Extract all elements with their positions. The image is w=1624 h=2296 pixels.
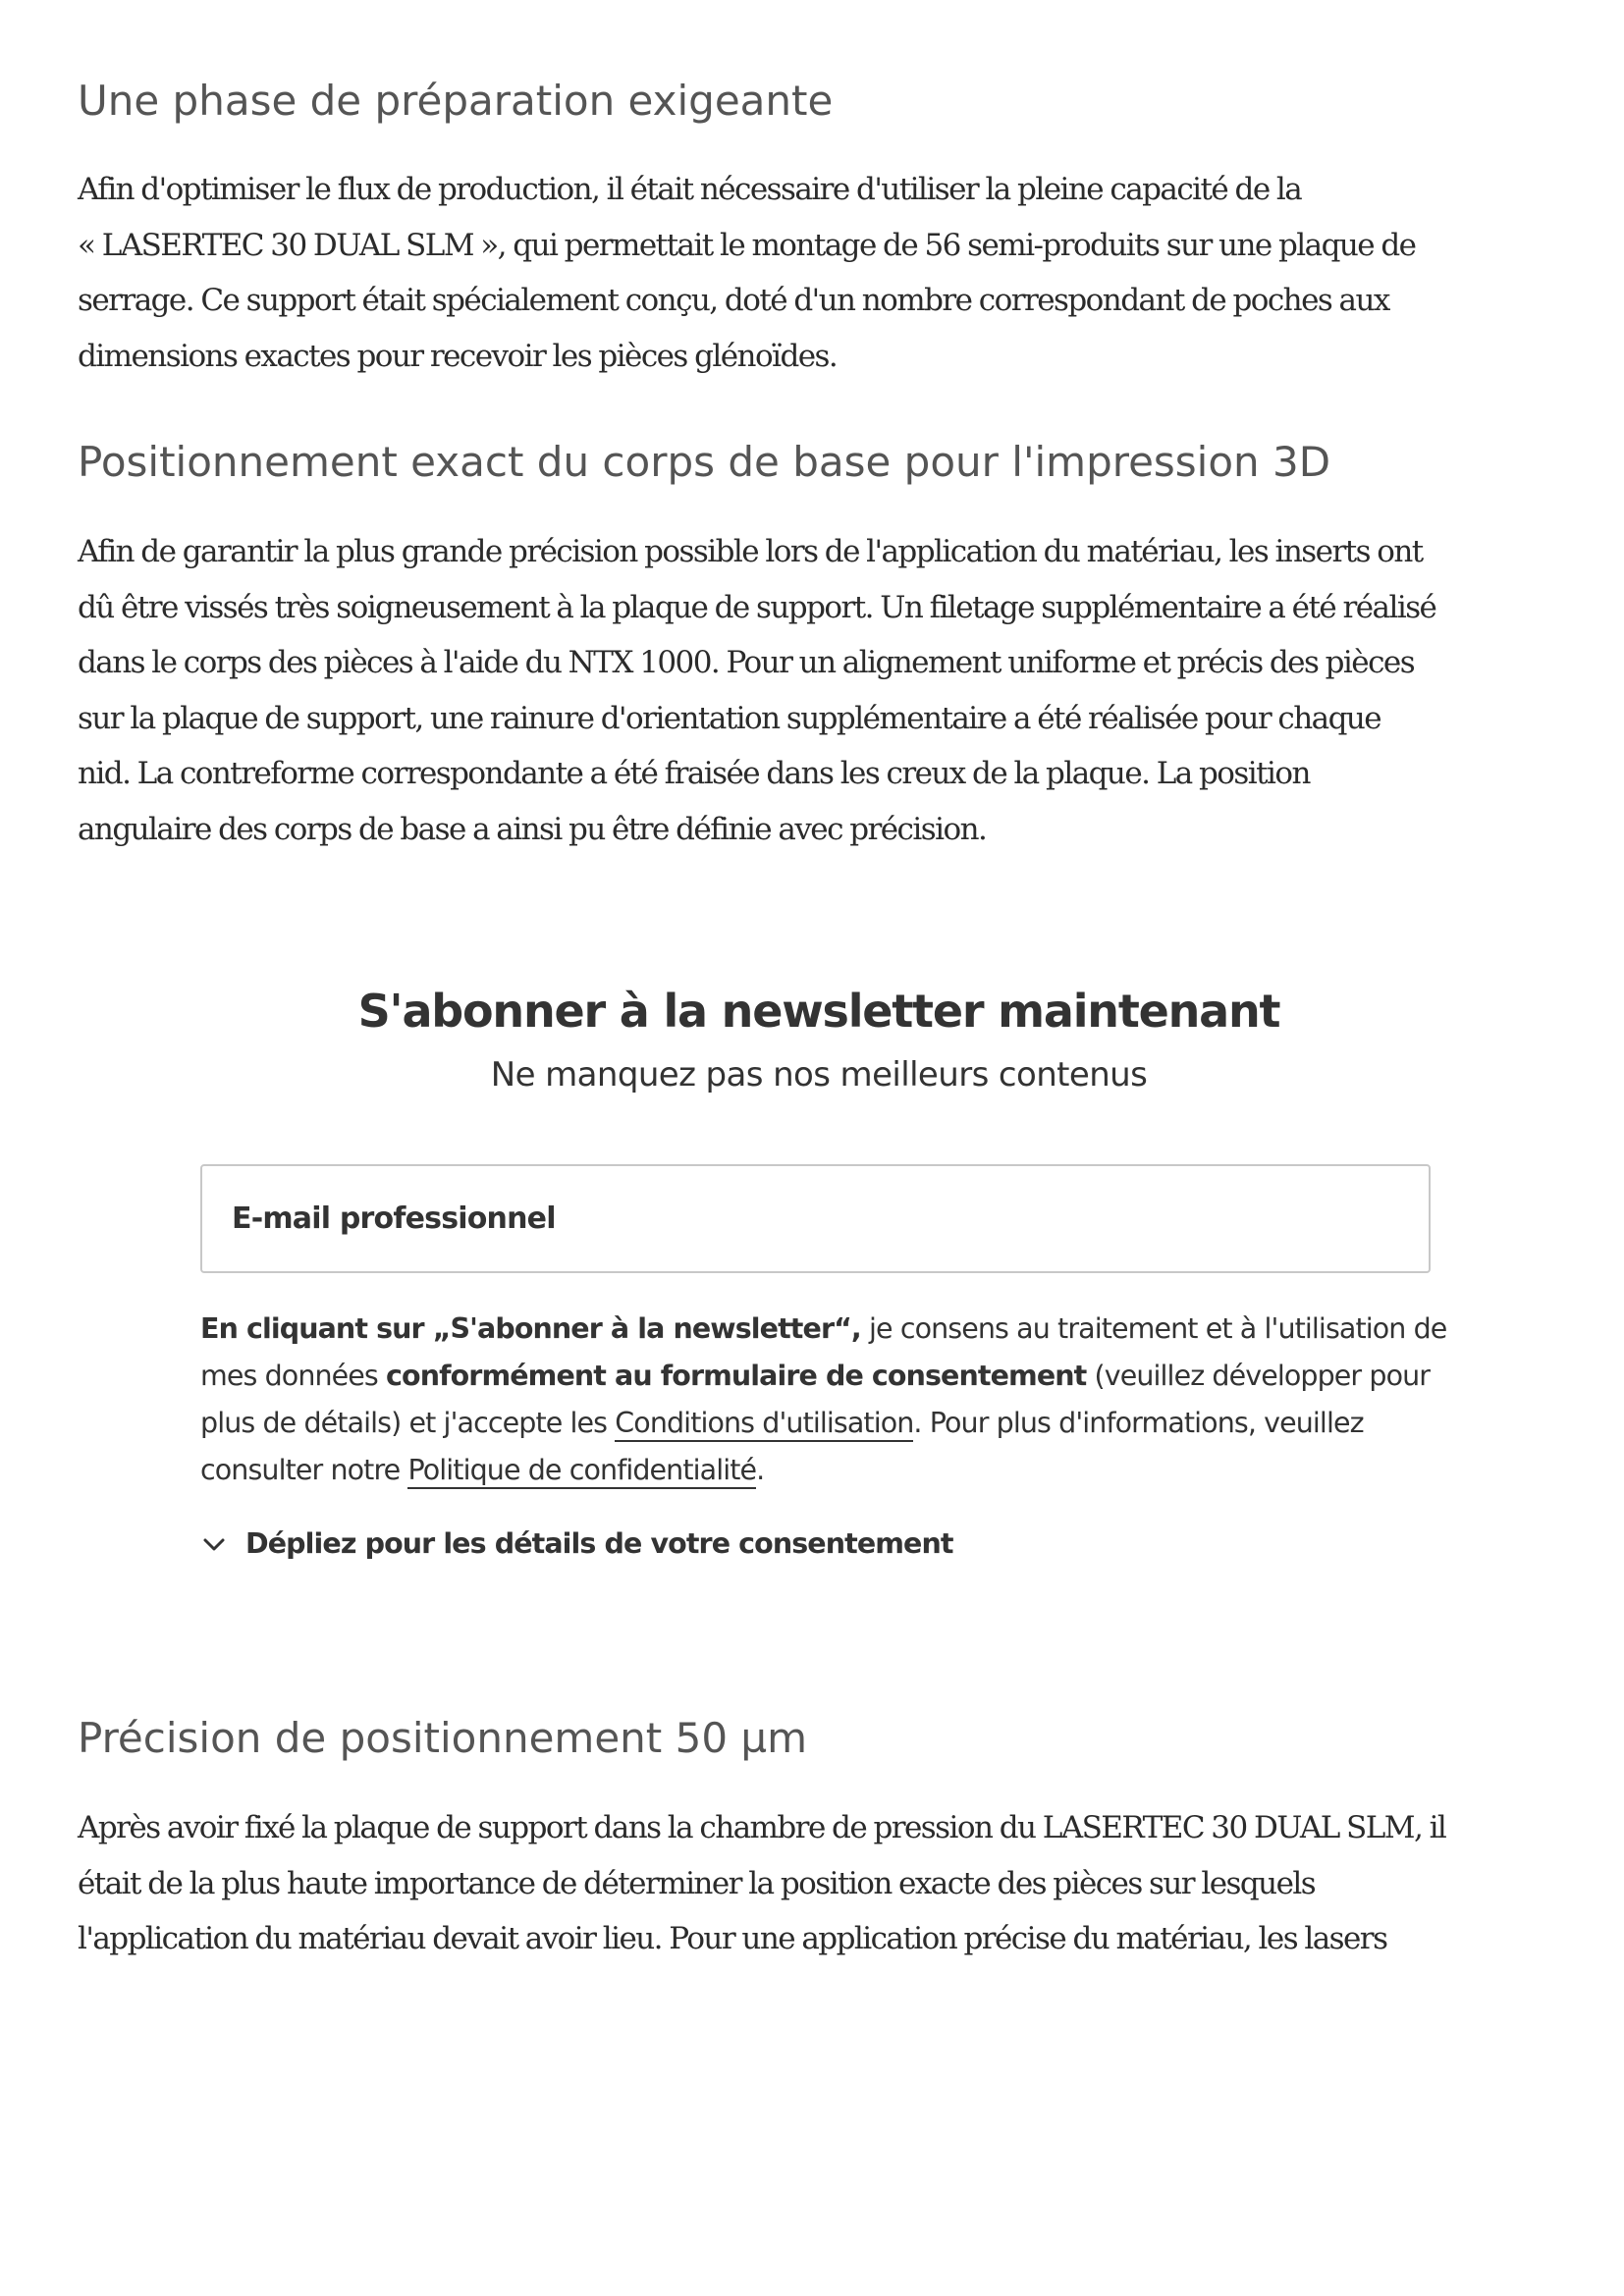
email-field[interactable] (232, 1166, 1390, 1271)
paragraph-line: « LASERTEC 30 DUAL SLM », qui permettait le montage de 56 semi-produits sur une plaque de (78, 227, 1416, 263)
paragraph-line: Afin d'optimiser le flux de production, il était nécessaire d'utiliser la pleine capacité de la (78, 172, 1302, 207)
section-heading: Une phase de préparation exigeante (78, 77, 834, 125)
paragraph-line: Afin de garantir la plus grande précision possible lors de l'application du matériau, les inserts ont (78, 534, 1423, 569)
email-field-container (200, 1164, 1431, 1273)
paragraph-line: sur la plaque de support, une rainure d'orientation supplémentaire a été réalisée pour chaque (78, 700, 1381, 736)
consent-intro: En cliquant sur „S'abonner à la newsletter“, (200, 1312, 861, 1345)
paragraph-line: Après avoir fixé la plaque de support dans la chambre de pression du LASERTEC 30 DUAL SLM, il (78, 1810, 1446, 1845)
terms-of-use-link[interactable]: Conditions d'utilisation (615, 1407, 913, 1442)
paragraph-line: l'application du matériau devait avoir lieu. Pour une application précise du matériau, les lasers (78, 1921, 1387, 1956)
consent-text-part: je consens au traitement et à l'utilisation de mes données (200, 1312, 1447, 1392)
paragraph-line: dimensions exactes pour recevoir les pièces glénoïdes. (78, 338, 838, 374)
section-paragraph (78, 162, 1580, 384)
consent-text-part: . (756, 1454, 765, 1486)
paragraph-line: était de la plus haute importance de déterminer la position exacte des pièces sur lesquels (78, 1865, 1316, 1901)
consent-details-toggle[interactable] (200, 1527, 953, 1560)
section-paragraph (78, 524, 1580, 857)
section-paragraph (78, 1800, 1580, 1967)
paragraph-line: nid. La contreforme correspondante a été fraisée dans les creux de la plaque. La position (78, 756, 1310, 791)
consent-form-reference: conformément au formulaire de consentement (386, 1360, 1087, 1392)
paragraph-line: dans le corps des pièces à l'aide du NTX 1000. Pour un alignement uniforme et précis des pièces (78, 645, 1415, 680)
newsletter-title: S'abonner à la newsletter maintenant (357, 985, 1280, 1038)
section-heading: Précision de positionnement 50 µm (78, 1714, 808, 1762)
paragraph-line: dû être vissés très soigneusement à la plaque de support. Un filetage supplémentaire a été réalisé (78, 589, 1436, 625)
privacy-policy-link[interactable]: Politique de confidentialité (407, 1454, 756, 1489)
paragraph-line: serrage. Ce support était spécialement conçu, doté d'un nombre correspondant de poches aux (78, 283, 1389, 318)
section-heading: Positionnement exact du corps de base pour l'impression 3D (78, 438, 1331, 486)
chevron-down-icon (200, 1530, 228, 1558)
consent-text-part: . Pour plus d'informations, veuillez consulter notre (200, 1407, 1364, 1486)
consent-text (200, 1306, 1447, 1494)
consent-details-label: Dépliez pour les détails de votre consentement (245, 1527, 953, 1560)
consent-text-part: (veuillez développer pour plus de détails) et j'accepte les (200, 1360, 1431, 1439)
paragraph-line: angulaire des corps de base a ainsi pu être définie avec précision. (78, 811, 987, 847)
newsletter-subtitle: Ne manquez pas nos meilleurs contenus (490, 1055, 1148, 1095)
newsletter-signup (78, 985, 1560, 1560)
